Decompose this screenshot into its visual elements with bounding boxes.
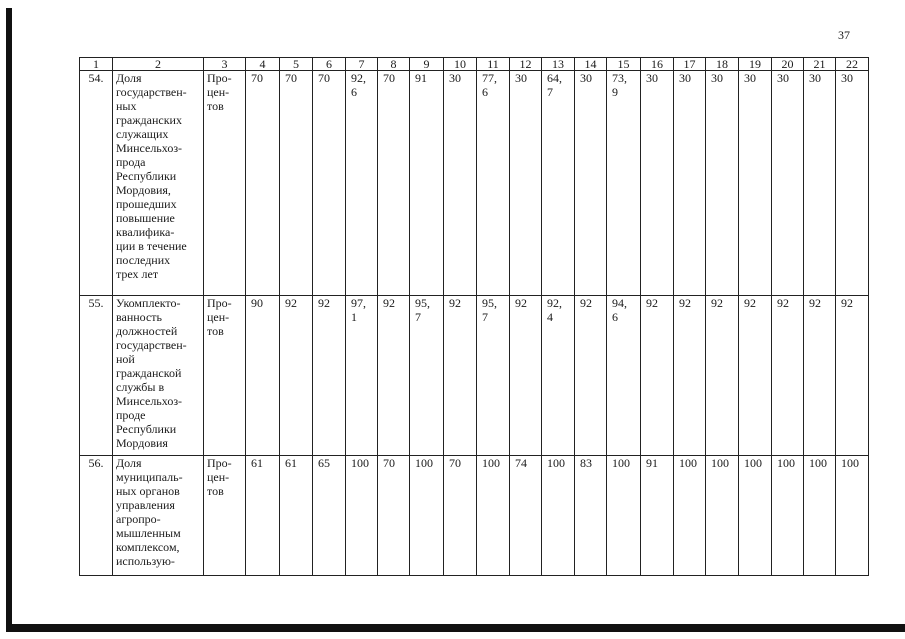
value-line: 95, [415, 296, 430, 310]
value-cell [542, 71, 575, 296]
value-cell [706, 71, 739, 296]
value-cell [444, 456, 477, 576]
column-number-cell: 11 [477, 58, 510, 71]
value-line: 30 [744, 71, 756, 85]
value-cell [836, 71, 869, 296]
value-cell [410, 456, 444, 576]
value-cell [346, 296, 378, 456]
indicator-name-line: государствен- [116, 85, 187, 99]
column-number-cell: 4 [246, 58, 280, 71]
value-line: 92 [383, 296, 395, 310]
indicator-name-line: Минсельхоз- [116, 141, 183, 155]
value-line: 95, [482, 296, 497, 310]
column-number-cell: 3 [204, 58, 246, 71]
value-line: 6 [482, 85, 488, 99]
indicator-name-line: Минсельхоз- [116, 394, 183, 408]
column-number-cell: 12 [510, 58, 542, 71]
value-cell [444, 296, 477, 456]
value-line: 70 [449, 456, 461, 470]
column-number-cell: 20 [772, 58, 804, 71]
value-cell [313, 296, 346, 456]
value-cell [804, 456, 836, 576]
value-line: 30 [777, 71, 789, 85]
value-line: 92, [351, 71, 366, 85]
value-line: 90 [251, 296, 263, 310]
value-line: 92, [547, 296, 562, 310]
column-number-cell: 21 [804, 58, 836, 71]
value-line: 70 [285, 71, 297, 85]
value-cell [246, 456, 280, 576]
value-cell [477, 296, 510, 456]
value-cell [542, 296, 575, 456]
value-cell [641, 456, 674, 576]
column-number-cell: 7 [346, 58, 378, 71]
column-number-cell: 13 [542, 58, 575, 71]
unit-line: тов [207, 484, 224, 498]
value-cell [444, 71, 477, 296]
value-line: 97, [351, 296, 366, 310]
indicator-name-line: последних [116, 253, 171, 267]
value-line: 77, [482, 71, 497, 85]
indicators-table [79, 57, 869, 576]
indicator-name-line: гражданских [116, 113, 182, 127]
value-line: 83 [580, 456, 592, 470]
value-line: 92 [285, 296, 297, 310]
indicator-name-line: Доля [116, 71, 142, 85]
value-cell [575, 456, 607, 576]
value-line: 30 [809, 71, 821, 85]
value-line: 92 [809, 296, 821, 310]
indicator-name-line: мышленным [116, 526, 181, 540]
indicator-name-line: повышение [116, 211, 175, 225]
column-number-cell: 15 [607, 58, 641, 71]
value-line: 92 [515, 296, 527, 310]
indicator-name-line: прошедших [116, 197, 177, 211]
indicator-name-line: Укомплекто- [116, 296, 181, 310]
value-line: 74 [515, 456, 527, 470]
value-line: 73, [612, 71, 627, 85]
value-line: 92 [744, 296, 756, 310]
indicator-name-line: должностей [116, 324, 178, 338]
value-line: 30 [515, 71, 527, 85]
value-line: 30 [646, 71, 658, 85]
column-number-cell: 18 [706, 58, 739, 71]
column-number-cell: 22 [836, 58, 869, 71]
value-cell [477, 456, 510, 576]
value-line: 70 [318, 71, 330, 85]
value-line: 4 [547, 310, 553, 324]
column-number-cell: 8 [378, 58, 410, 71]
value-cell [836, 456, 869, 576]
scan-border-bottom [6, 624, 905, 632]
value-cell [575, 296, 607, 456]
indicator-name-line: использую- [116, 554, 175, 568]
column-number-cell: 5 [280, 58, 313, 71]
value-cell [378, 71, 410, 296]
indicator-name-line: государствен- [116, 338, 187, 352]
value-cell [739, 456, 772, 576]
value-cell [477, 71, 510, 296]
value-line: 91 [646, 456, 658, 470]
value-cell [641, 296, 674, 456]
value-cell [641, 71, 674, 296]
indicator-name-line: службы в [116, 380, 165, 394]
value-line: 7 [415, 310, 421, 324]
value-line: 61 [251, 456, 263, 470]
value-cell [542, 456, 575, 576]
table-row [80, 456, 869, 576]
value-line: 92 [841, 296, 853, 310]
value-line: 92 [449, 296, 461, 310]
indicator-name-line: Республики [116, 169, 177, 183]
value-cell [674, 456, 706, 576]
unit-cell [204, 456, 246, 576]
value-line: 7 [482, 310, 488, 324]
value-cell [410, 296, 444, 456]
value-line: 100 [482, 456, 500, 470]
column-number-cell: 19 [739, 58, 772, 71]
column-number-cell: 9 [410, 58, 444, 71]
value-line: 70 [383, 456, 395, 470]
indicator-name-cell [113, 296, 204, 456]
indicator-name-line: служащих [116, 127, 169, 141]
indicator-name-line: Доля [116, 456, 142, 470]
value-line: 30 [841, 71, 853, 85]
value-cell [575, 71, 607, 296]
value-cell [313, 456, 346, 576]
column-number-row [80, 58, 869, 71]
unit-line: цен- [207, 85, 230, 99]
indicator-name-line: ных органов [116, 484, 180, 498]
value-line: 100 [744, 456, 762, 470]
unit-line: тов [207, 324, 224, 338]
indicator-name-line: проде [116, 408, 146, 422]
value-line: 100 [679, 456, 697, 470]
value-line: 70 [383, 71, 395, 85]
value-cell [739, 71, 772, 296]
indicator-name-line: Мордовия [116, 436, 168, 450]
column-number-cell: 2 [113, 58, 204, 71]
indicator-name-line: квалифика- [116, 225, 175, 239]
value-line: 6 [612, 310, 618, 324]
row-number-cell: 54. [80, 71, 113, 296]
indicator-name-line: ных [116, 99, 137, 113]
value-cell [378, 296, 410, 456]
row-number-cell: 55. [80, 296, 113, 456]
value-cell [674, 296, 706, 456]
value-cell [313, 71, 346, 296]
value-cell [378, 456, 410, 576]
column-number-cell: 10 [444, 58, 477, 71]
value-cell [772, 456, 804, 576]
value-line: 100 [777, 456, 795, 470]
value-cell [246, 71, 280, 296]
value-cell [410, 71, 444, 296]
value-line: 9 [612, 85, 618, 99]
value-cell [607, 296, 641, 456]
indicator-name-line: ванность [116, 310, 163, 324]
value-line: 100 [415, 456, 433, 470]
value-line: 92 [679, 296, 691, 310]
value-line: 70 [251, 71, 263, 85]
indicator-name-line: муниципаль- [116, 470, 183, 484]
value-line: 92 [711, 296, 723, 310]
value-cell [804, 296, 836, 456]
value-line: 94, [612, 296, 627, 310]
unit-cell [204, 296, 246, 456]
value-cell [739, 296, 772, 456]
value-line: 91 [415, 71, 427, 85]
column-number-cell: 6 [313, 58, 346, 71]
value-line: 100 [612, 456, 630, 470]
indicator-name-line: Республики [116, 422, 177, 436]
indicator-name-line: прода [116, 155, 146, 169]
value-line: 61 [285, 456, 297, 470]
unit-line: Про- [207, 456, 232, 470]
value-cell [607, 71, 641, 296]
unit-line: Про- [207, 71, 232, 85]
indicator-name-line: ции в течение [116, 239, 187, 253]
value-line: 100 [809, 456, 827, 470]
value-cell [346, 71, 378, 296]
scan-border-left [6, 8, 12, 632]
value-cell [280, 71, 313, 296]
value-line: 92 [318, 296, 330, 310]
value-line: 100 [841, 456, 859, 470]
indicator-name-cell [113, 71, 204, 296]
value-cell [280, 456, 313, 576]
unit-line: тов [207, 99, 224, 113]
value-cell [772, 296, 804, 456]
value-cell [510, 296, 542, 456]
value-line: 30 [711, 71, 723, 85]
value-cell [706, 296, 739, 456]
indicator-name-line: управления [116, 498, 175, 512]
value-cell [674, 71, 706, 296]
indicator-name-line: ной [116, 352, 135, 366]
column-number-cell: 16 [641, 58, 674, 71]
value-cell [772, 71, 804, 296]
value-cell [510, 456, 542, 576]
column-number-cell: 1 [80, 58, 113, 71]
unit-line: Про- [207, 296, 232, 310]
value-line: 6 [351, 85, 357, 99]
value-cell [706, 456, 739, 576]
value-line: 7 [547, 85, 553, 99]
value-cell [280, 296, 313, 456]
page-number: 37 [838, 28, 850, 42]
value-line: 100 [711, 456, 729, 470]
value-cell [836, 296, 869, 456]
table-row [80, 71, 869, 296]
value-line: 100 [351, 456, 369, 470]
value-line: 30 [449, 71, 461, 85]
indicator-name-line: трех лет [116, 267, 159, 281]
indicator-name-cell [113, 456, 204, 576]
unit-line: цен- [207, 470, 230, 484]
value-line: 65 [318, 456, 330, 470]
value-cell [607, 456, 641, 576]
value-line: 64, [547, 71, 562, 85]
value-line: 92 [777, 296, 789, 310]
value-line: 100 [547, 456, 565, 470]
unit-cell [204, 71, 246, 296]
indicator-name-line: агропро- [116, 512, 161, 526]
value-cell [510, 71, 542, 296]
value-line: 1 [351, 310, 357, 324]
value-cell [246, 296, 280, 456]
value-line: 92 [646, 296, 658, 310]
value-cell [804, 71, 836, 296]
indicator-name-line: гражданской [116, 366, 182, 380]
unit-line: цен- [207, 310, 230, 324]
row-number-cell: 56. [80, 456, 113, 576]
indicator-name-line: комплексом, [116, 540, 180, 554]
column-number-cell: 14 [575, 58, 607, 71]
indicator-name-line: Мордовия, [116, 183, 171, 197]
table-row [80, 296, 869, 456]
value-line: 30 [679, 71, 691, 85]
column-number-cell: 17 [674, 58, 706, 71]
value-cell [346, 456, 378, 576]
value-line: 92 [580, 296, 592, 310]
value-line: 30 [580, 71, 592, 85]
